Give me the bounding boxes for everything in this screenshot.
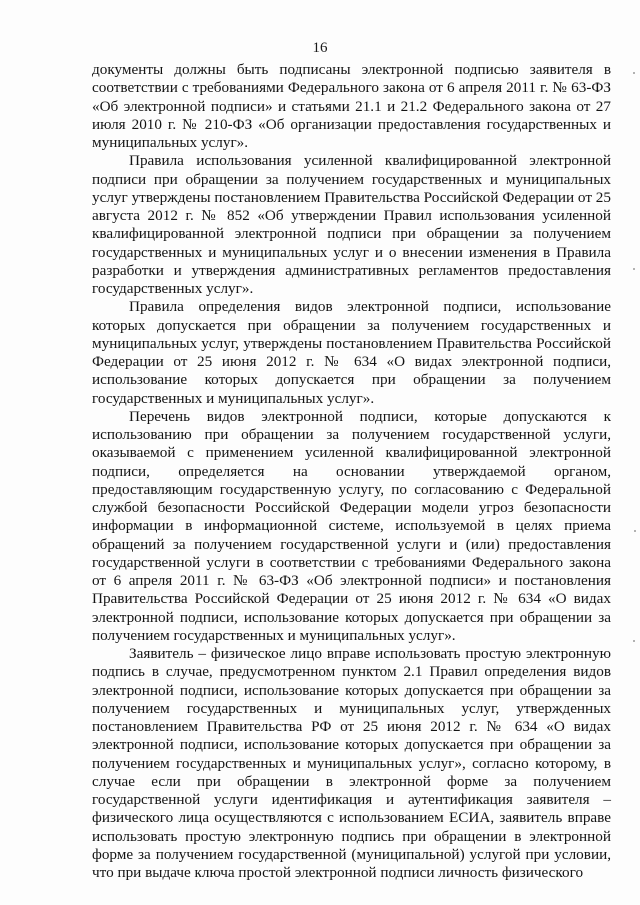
paragraph-signature-types-rules: Правила определения видов электронной подписи, использование которых допускается при обращении за получением государственных и муниципальных услуг, утверждены постановлением Правительства Российской Федерации от 25 июня 2012 г. № 634 «О видах электронной подписи, использование которых допускается при обращении за получением государственных и муниципальных услуг». <box>92 298 611 407</box>
scan-speck <box>634 530 636 532</box>
paragraph-signature-types-list: Перечень видов электронной подписи, которые допускаются к использованию при обращении за получением государственной услуги, оказываемой с применением усиленной квалифицированной электронной подписи, определяется на основании утверждаемой органом, предоставляющим государственную услугу, по согласованию с Федеральной службой безопасности Российской Федерации модели угроз безопасности информации в информационной системе, используемой в целях приема обращений за получением государственной услуги и (или) предоставления государственной услуги в соответствии с требованиями Федерального закона от 6 апреля 2011 г. № 63-ФЗ «Об электронной подписи» и постановления Правительства Российской Федерации от 25 июня 2012 г. № 634 «О видах электронной подписи, использование которых допускается при обращении за получением государственных и муниципальных услуг». <box>92 407 611 644</box>
paragraph-simple-signature-applicant: Заявитель – физическое лицо вправе использовать простую электронную подпись в случае, предусмотренном пунктом 2.1 Правил определения видов электронной подписи, использование которых допускается при обращении за получением государственных и муниципальных услуг, утвержденных постановлением Правительства РФ от 25 июня 2012 г. № 634 «О видах электронной подписи, использование которых допускается при обращении за получением государственных и муниципальных услуг», согласно которому, в случае если при обращении в электронной форме за получением государственной услуги идентификация и аутентификация заявителя – физического лица осуществляются с использованием ЕСИА, заявитель вправе использовать простую электронную подпись при обращении в электронной форме за получением государственной (муниципальной) услугой при условии, что при выдаче ключа простой электронной подписи личность физического <box>92 645 611 881</box>
paragraph-qualified-signature-rules: Правила использования усиленной квалифицированной электронной подписи при обращении за получением государственных и муниципальных услуг утверждены постановлением Правительства Российской Федерации от 25 августа 2012 г. № 852 «Об утверждении Правил использования усиленной квалифицированной электронной подписи при обращении за получением государственных и муниципальных услуг и о внесении изменения в Правила разработки и утверждения административных регламентов предоставления государственных услуг». <box>92 152 611 297</box>
scan-speck <box>633 72 635 74</box>
scan-speck <box>633 640 635 642</box>
paragraph-signature-requirements: документы должны быть подписаны электронной подписью заявителя в соответствии с требованиями Федерального закона от 6 апреля 2011 г. № 63-ФЗ «Об электронной подписи» и статьями 21.1 и 21.2 Федерального закона от 27 июля 2010 г. № 210-ФЗ «Об организации предоставления государственных и муниципальных услуг». <box>92 61 611 151</box>
document-body <box>92 61 611 882</box>
page-number: 16 <box>312 40 328 56</box>
scan-speck <box>633 268 635 270</box>
